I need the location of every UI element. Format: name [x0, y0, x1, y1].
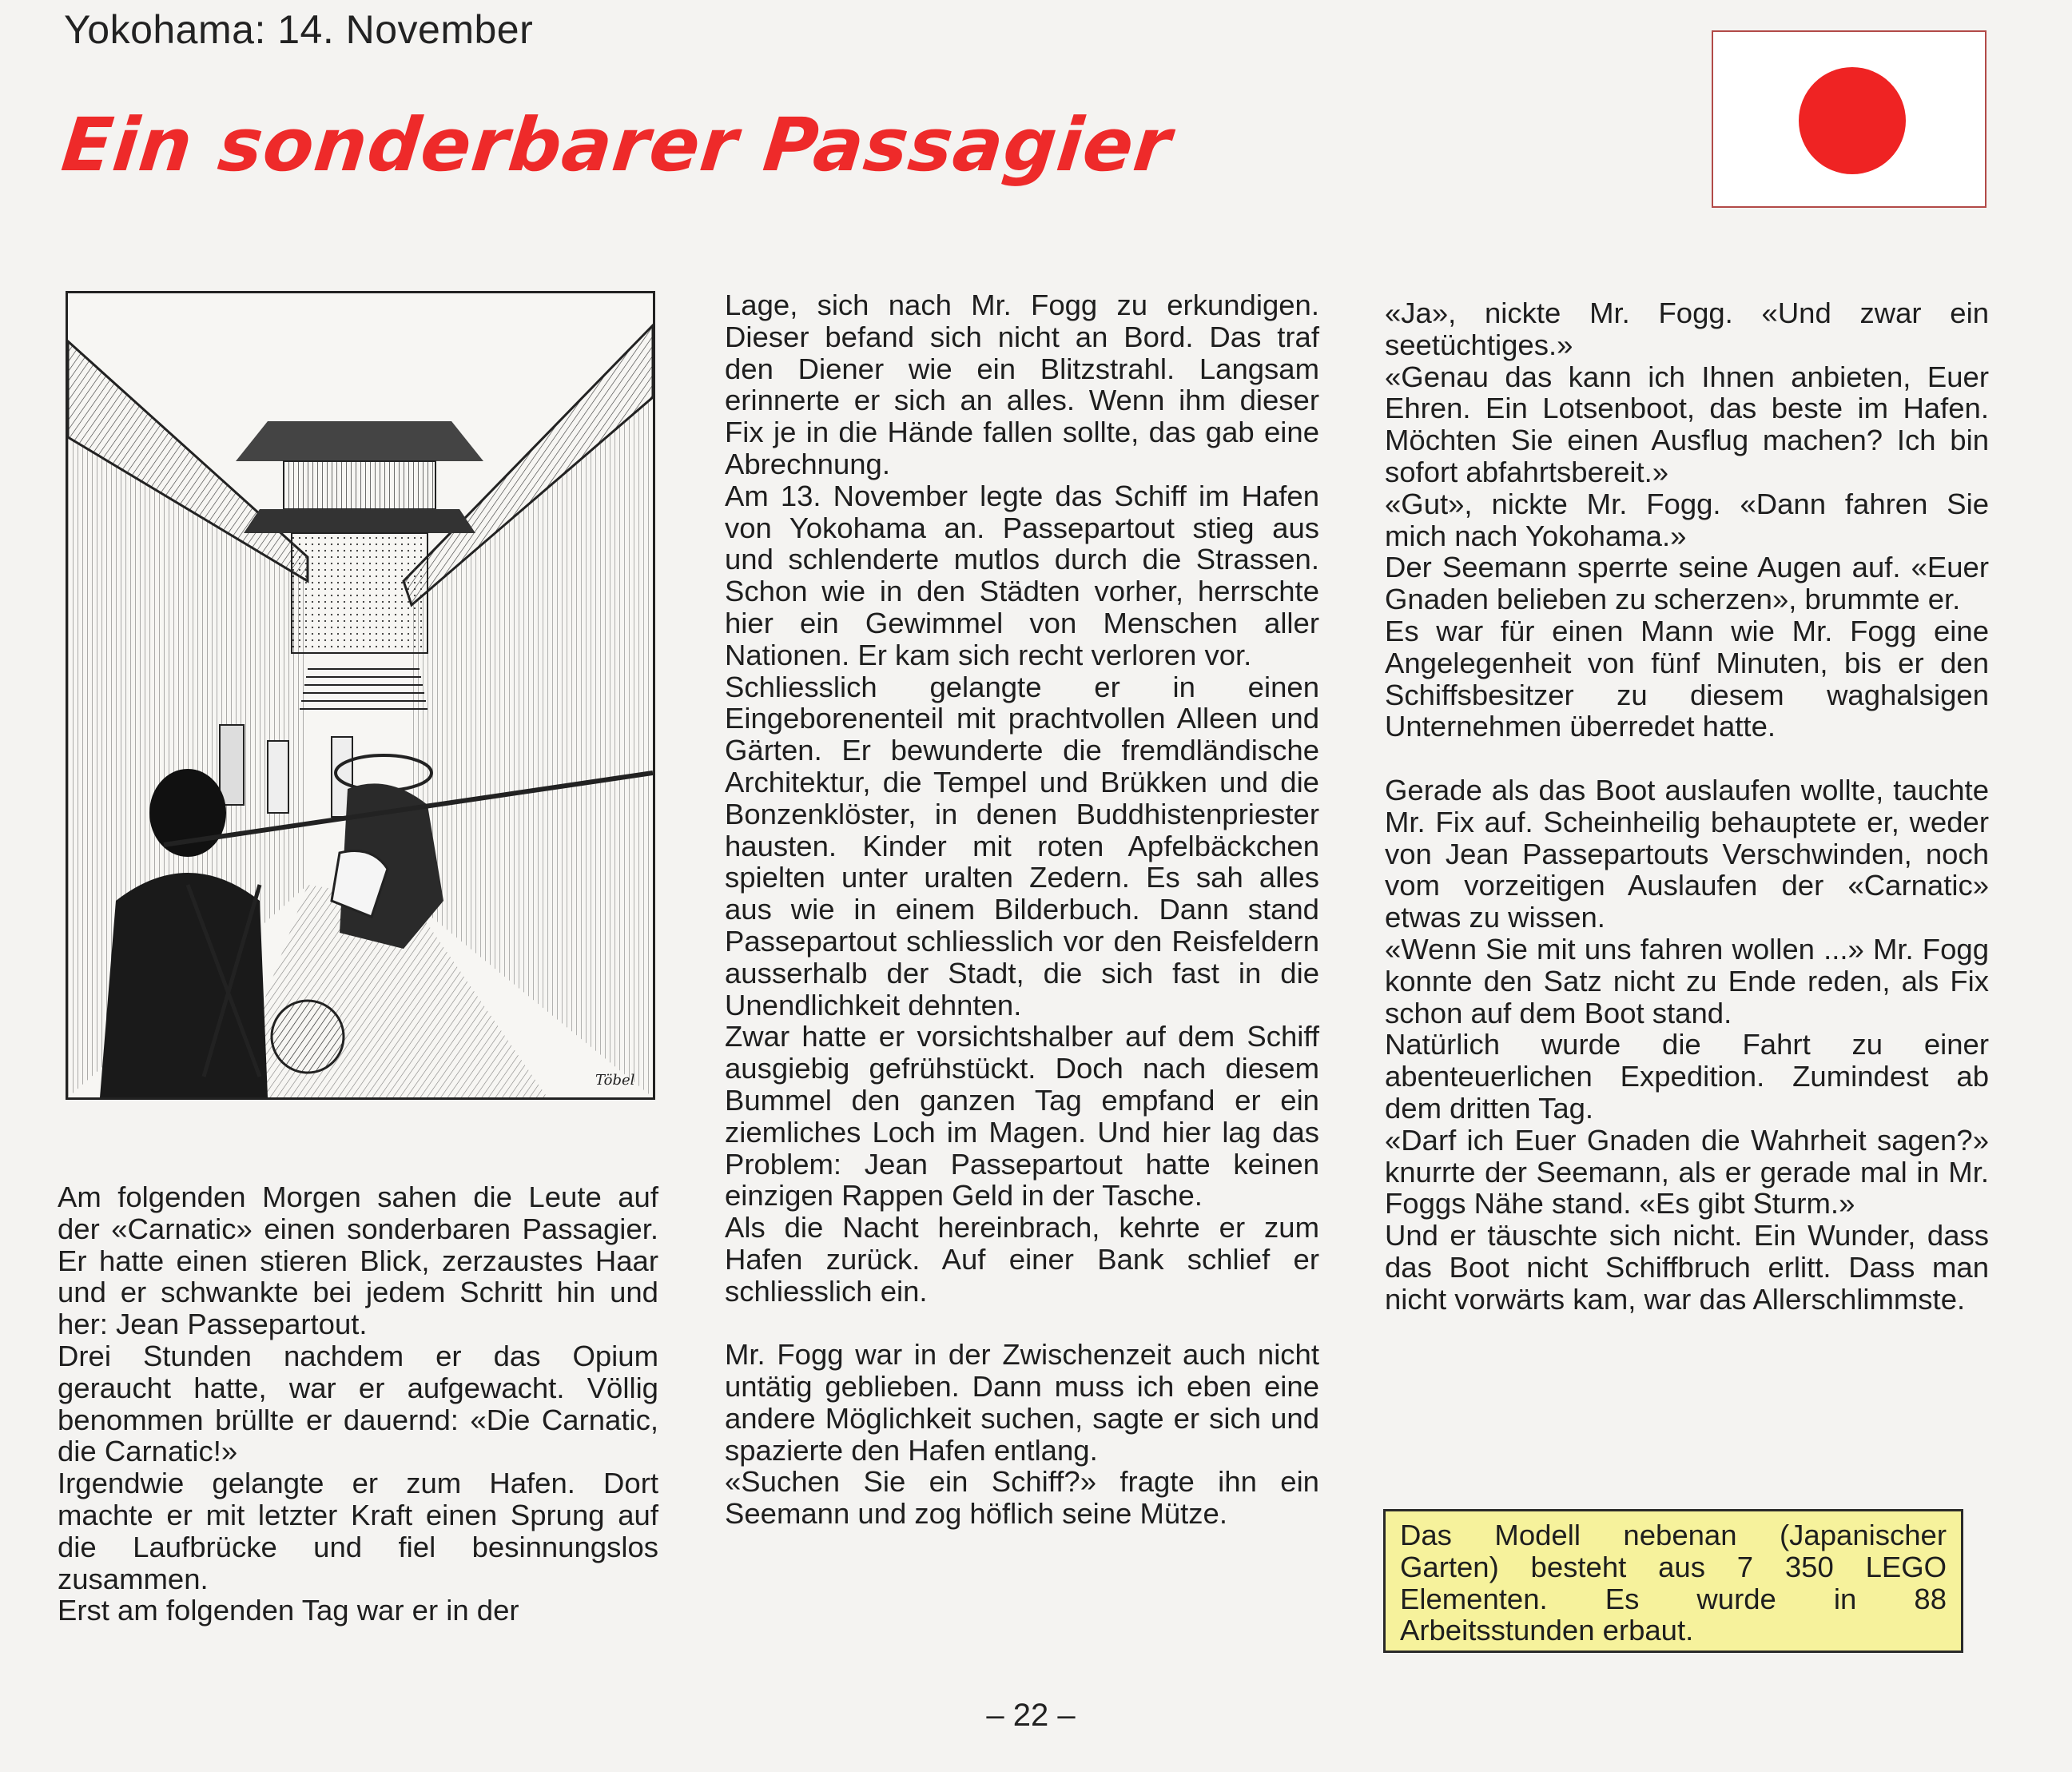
paragraph: Als die Nacht hereinbrach, kehrte er zum Hafen zurück. Auf einer Bank schlief er schliesslich ein.	[725, 1211, 1319, 1308]
paragraph: «Suchen Sie ein Schiff?» fragte ihn ein Seemann und zog höflich seine Mütze.	[725, 1465, 1319, 1531]
paragraph: Zwar hatte er vorsichtshalber auf dem Schiff ausgiebig gefrühstückt. Doch nach diesem Bummel den ganzen Tag empfand er ein ziemliches Loch im Magen. Und hier lag das Problem: Jean Passepartout hatte keinen einzigen Rappen Geld in der Tasche.	[725, 1020, 1319, 1213]
model-info-box	[1383, 1509, 1963, 1653]
illustration-drawing	[68, 293, 653, 1097]
paragraph: Der Seemann sperrte seine Augen auf. «Euer Gnaden belieben zu scherzen», brummte er.	[1385, 551, 1989, 616]
paragraph: Natürlich wurde die Fahrt zu einer abenteuerlichen Expedition. Zumindest ab dem dritten Tag.	[1385, 1028, 1989, 1125]
japan-flag-icon	[1712, 30, 1986, 208]
place-date-heading: Yokohama: 14. November	[64, 7, 534, 52]
paragraph: «Darf ich Euer Gnaden die Wahrheit sagen?» knurrte der Seemann, als er gerade mal in Mr. Foggs Nähe stand. «Es gibt Sturm.»	[1385, 1123, 1989, 1220]
paragraph: Und er täuschte sich nicht. Ein Wunder, dass das Boot nicht Schiffbruch erlitt. Dass man nicht vorwärts kam, war das Allerschlimmste.	[1385, 1219, 1989, 1316]
text-column-1	[58, 1181, 658, 1627]
text-column-3	[1385, 297, 1989, 1316]
page-number: – 22 –	[986, 1698, 1076, 1733]
text-column-2	[725, 289, 1319, 1530]
paragraph: Mr. Fogg war in der Zwischenzeit auch nicht untätig geblieben. Dann muss ich eben eine andere Möglichkeit suchen, sagte er sich und spazierte den Hafen entlang.	[725, 1338, 1319, 1467]
model-info-text: Das Modell nebenan (Japanischer Garten) besteht aus 7 350 LEGO Elementen. Es wurde in 88 Arbeitsstunden erbaut.	[1400, 1519, 1947, 1647]
paragraph: Am 13. November legte das Schiff im Hafen von Yokohama an. Passepartout stieg aus und schlenderte mutlos durch die Strassen. Schon wie in den Städten vorher, herrschte hier ein Gewimmel von Menschen aller Nationen. Er kam sich recht verloren vor.	[725, 479, 1319, 671]
paragraph: «Wenn Sie mit uns fahren wollen ...» Mr. Fogg konnte den Satz nicht zu Ende reden, als Fix schon auf dem Boot stand.	[1385, 932, 1989, 1029]
street-scene-illustration	[66, 291, 655, 1100]
paragraph: Lage, sich nach Mr. Fogg zu erkundigen. Dieser befand sich nicht an Bord. Das traf den Diener wie ein Blitzstrahl. Langsam erinnerte er sich an alles. Wenn ihm dieser Fix je in die Hände fallen sollte, das gab eine Abrechnung.	[725, 289, 1319, 480]
paragraph: Es war für einen Mann wie Mr. Fogg eine Angelegenheit von fünf Minuten, bis er den Schiffsbesitzer zu diesem waghalsigen Unternehmen überredet hatte.	[1385, 614, 1989, 743]
paragraph: Erst am folgenden Tag war er in der	[58, 1594, 519, 1627]
flag-sun-disc	[1799, 67, 1906, 174]
article-title: Ein sonderbarer Passagier	[58, 102, 1176, 188]
paragraph: Schliesslich gelangte er in einen Eingeborenenteil mit prachtvollen Alleen und Gärten. Er bewunderte die fremdländische Architektur, die Tempel und Brükken und die Bonzenklöster, in denen Buddhistenpriester hausten. Kinder mit roten Apfelbäckchen spielten unter uralten Zedern. Es sah alles aus wie in einem Bilderbuch. Dann stand Passepartout schliesslich vor den Reisfeldern ausserhalb der Stadt, die sich fast in die Unendlichkeit dehnten.	[725, 670, 1319, 1021]
paragraph: «Gut», nickte Mr. Fogg. «Dann fahren Sie mich nach Yokohama.»	[1385, 487, 1989, 552]
illustration-signature: Töbel	[595, 1072, 635, 1089]
paragraph: «Genau das kann ich Ihnen anbieten, Euer Ehren. Ein Lotsenboot, das beste im Hafen. Möchten Sie einen Ausflug machen? Ich bin sofort abfahrtsbereit.»	[1385, 360, 1989, 488]
paragraph: «Ja», nickte Mr. Fogg. «Und zwar ein seetüchtiges.»	[1385, 297, 1989, 361]
paragraph: Drei Stunden nachdem er das Opium geraucht hatte, war er aufgewacht. Völlig benommen brüllte er dauernd: «Die Carnatic, die Carnatic!»	[58, 1339, 658, 1468]
paragraph: Irgendwie gelangte er zum Hafen. Dort machte er mit letzter Kraft einen Sprung auf die Laufbrücke und fiel besinnungslos zusammen.	[58, 1467, 658, 1595]
paragraph: Gerade als das Boot auslaufen wollte, tauchte Mr. Fix auf. Scheinheilig behauptete er, weder von Jean Passepartouts Verschwinden, noch vom vorzeitigen Auslaufen der «Carnatic» etwas zu wissen.	[1385, 773, 1989, 934]
paragraph: Am folgenden Morgen sahen die Leute auf der «Carnatic» einen sonderbaren Passagier. Er hatte einen stieren Blick, zerzaustes Haar und er schwankte bei jedem Schritt hin und her: Jean Passepartout.	[58, 1181, 658, 1341]
